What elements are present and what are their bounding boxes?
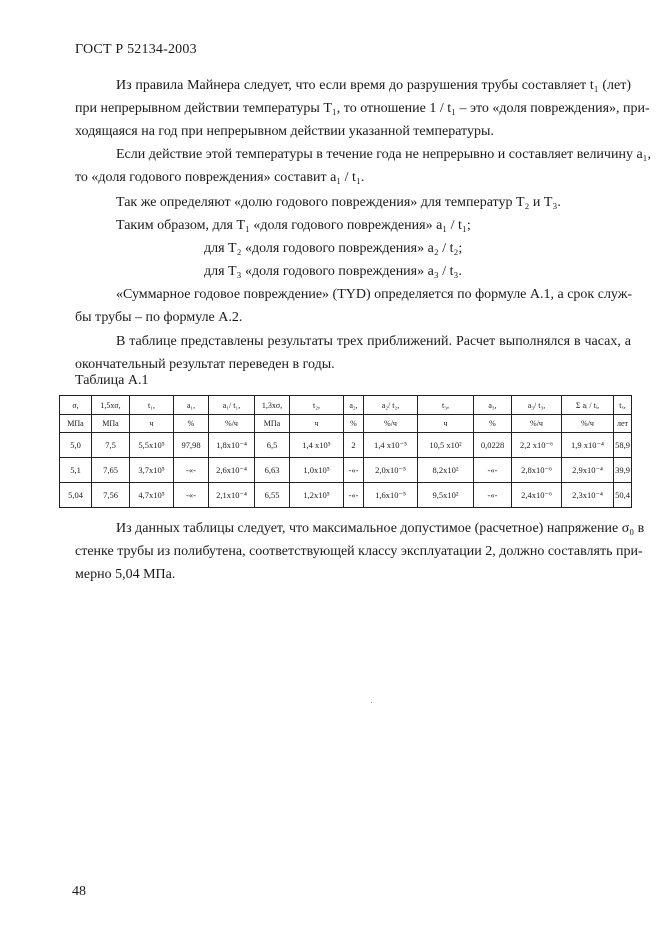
table-cell: 0,0228	[474, 433, 512, 458]
table-cell: -«-	[474, 458, 512, 483]
table-row	[60, 483, 632, 508]
table-cell: 2	[344, 433, 364, 458]
table-cell: ч	[290, 415, 344, 433]
table-cell: %/ч	[364, 415, 418, 433]
table-cell: 7,65	[92, 458, 130, 483]
table-cell: -«-	[344, 483, 364, 508]
para1-line2: при непрерывном действии температуры T₁, то отношение 1 / t₁ – это «доля повреждения», при-	[75, 101, 650, 116]
table-cell: %/ч	[209, 415, 255, 433]
table-cell: 6,5	[255, 433, 290, 458]
para6-line1: В таблице представлены результаты трех приближений. Расчет выполнялся в часах, а	[116, 334, 631, 349]
table-cell: 7,56	[92, 483, 130, 508]
table-caption: Таблица А.1	[75, 373, 149, 388]
table-cell: a₂/ t₂,	[364, 396, 418, 415]
table-cell: 1,8x10⁻⁴	[209, 433, 255, 458]
table-cell: a₂,	[344, 396, 364, 415]
table-cell: %/ч	[512, 415, 562, 433]
table-cell: σ,	[60, 396, 92, 415]
para2-line1: Если действие этой температуры в течение года не непрерывно и составляет величину a₁,	[116, 147, 652, 162]
table-cell: 2,3x10⁻⁴	[562, 483, 614, 508]
table-cell: 1,6x10⁻⁵	[364, 483, 418, 508]
table-cell: МПа	[92, 415, 130, 433]
table-cell: -«-	[344, 458, 364, 483]
table-cell: 7,5	[92, 433, 130, 458]
table-cell: t₁,	[130, 396, 174, 415]
table-cell: a₁,	[174, 396, 209, 415]
table-cell: 2,6x10⁻⁴	[209, 458, 255, 483]
para7-line3: мерно 5,04 МПа.	[75, 567, 176, 582]
para1-line1: Из правила Майнера следует, что если время до разрушения трубы составляет t₁ (лет)	[116, 78, 631, 93]
table-row	[60, 433, 632, 458]
table-cell: a₃/ t₃,	[512, 396, 562, 415]
table-cell: МПа	[255, 415, 290, 433]
table-cell: t₂,	[290, 396, 344, 415]
para1-line3: ходящаяся на год при непрерывном действии указанной температуры.	[75, 124, 494, 139]
table-cell: -«-	[174, 458, 209, 483]
table-cell: 1,4 x10⁻⁵	[364, 433, 418, 458]
table-cell: 50,4	[614, 483, 632, 508]
table-cell: 1,2x10⁵	[290, 483, 344, 508]
table-cell: t₃,	[418, 396, 474, 415]
table-cell: МПа	[60, 415, 92, 433]
table-header-row	[60, 396, 632, 415]
table-cell: 2,4x10⁻⁶	[512, 483, 562, 508]
table-cell: -«-	[474, 483, 512, 508]
table-cell: 1,0x10⁵	[290, 458, 344, 483]
table-cell: 10,5 x10²	[418, 433, 474, 458]
table-cell: 2,1x10⁻⁴	[209, 483, 255, 508]
para4-line1: Таким образом, для T₁ «доля годового повреждения» a₁ / t₁;	[116, 218, 471, 233]
table-cell: 6,55	[255, 483, 290, 508]
table-cell: 2,0x10⁻⁵	[364, 458, 418, 483]
scan-speck	[371, 702, 372, 703]
para4-line2: для T₂ «доля годового повреждения» a₂ / t₂;	[204, 241, 463, 256]
page-number: 48	[72, 884, 86, 899]
table-cell: Σ aᵢ / tᵢ,	[562, 396, 614, 415]
table-cell: 3,7x10⁵	[130, 458, 174, 483]
table-cell: a₃,	[474, 396, 512, 415]
para4-line3: для T₃ «доля годового повреждения» a₃ / t₃.	[204, 264, 462, 279]
table-cell: 97,98	[174, 433, 209, 458]
table-cell: tₓ,	[614, 396, 632, 415]
table-cell: 58,9	[614, 433, 632, 458]
table-cell: 8,2x10²	[418, 458, 474, 483]
table-cell: 2,8x10⁻⁶	[512, 458, 562, 483]
table-cell: 9,5x10²	[418, 483, 474, 508]
table-cell: ч	[418, 415, 474, 433]
table-cell: 4,7x10⁵	[130, 483, 174, 508]
table-cell: 1,4 x10⁵	[290, 433, 344, 458]
para5-line2: бы трубы – по формуле А.2.	[75, 310, 243, 325]
document-header: ГОСТ Р 52134-2003	[75, 42, 197, 57]
table-cell: лет	[614, 415, 632, 433]
table-cell: a₁/ t₁,	[209, 396, 255, 415]
table-cell: 6,63	[255, 458, 290, 483]
table-cell: 1,9 x10⁻⁴	[562, 433, 614, 458]
table-cell: 5,0	[60, 433, 92, 458]
para2-line2: то «доля годового повреждения» составит a₁ / t₁.	[75, 170, 365, 185]
table-cell: %	[474, 415, 512, 433]
para3: Так же определяют «долю годового повреждения» для температур T₂ и T₃.	[116, 195, 561, 210]
table-cell: ч	[130, 415, 174, 433]
table-cell: 1,5xσ,	[92, 396, 130, 415]
table-row	[60, 458, 632, 483]
table-cell: 5,04	[60, 483, 92, 508]
table-cell: 2,9x10⁻⁴	[562, 458, 614, 483]
table-cell: 1,3xσ,	[255, 396, 290, 415]
para6-line2: окончательный результат переведен в годы.	[75, 357, 335, 372]
table-units-row	[60, 415, 632, 433]
table-cell: %	[174, 415, 209, 433]
para7-line1: Из данных таблицы следует, что максимальное допустимое (расчетное) напряжение σ₀ в	[116, 521, 645, 536]
para5-line1: «Суммарное годовое повреждение» (TYD) определяется по формуле А.1, а срок служ-	[116, 287, 633, 302]
table-cell: 39,9	[614, 458, 632, 483]
table-cell: 5,1	[60, 458, 92, 483]
table-cell: %	[344, 415, 364, 433]
table-cell: 2,2 x10⁻⁶	[512, 433, 562, 458]
table-cell: 5,5x10⁵	[130, 433, 174, 458]
table-cell: -«-	[174, 483, 209, 508]
results-table	[59, 395, 632, 508]
table-cell: %/ч	[562, 415, 614, 433]
para7-line2: стенке трубы из полибутена, соответствующей классу эксплуатации 2, должно составлять при-	[75, 544, 643, 559]
